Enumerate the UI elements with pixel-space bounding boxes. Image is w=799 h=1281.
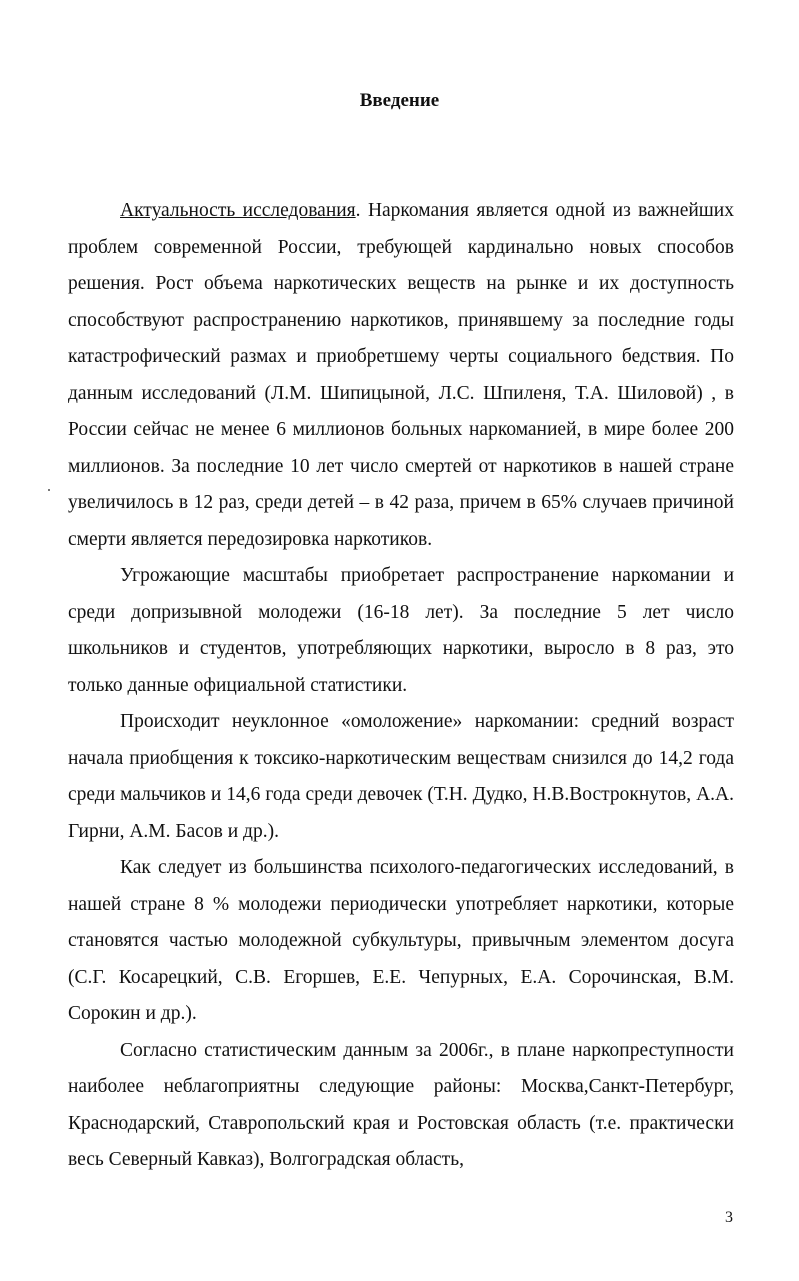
paragraph-youth: Угрожающие масштабы приобретает распространение наркомании и среди допризывной молодежи (16-18 лет). За последние 5 лет число школьников и студентов, употребляющих наркотики, выросло в 8 раз, это только данные официальной статистики.	[68, 565, 734, 696]
paragraph-research: Как следует из большинства психолого-педагогических исследований, в нашей стране 8 % молодежи периодически употребляет наркотики, которые становятся частью молодежной субкультуры, привычным элементом досуга (С.Г. Косарецкий, С.В. Егоршев, Е.Е. Чепурных, Е.А. Сорочинская, В.М. Сорокин и др.).	[68, 857, 734, 1024]
page-title: Введение	[359, 90, 440, 111]
scan-speck	[48, 489, 50, 491]
paragraph-statistics: Согласно статистическим данным за 2006г., в плане наркопреступности наиболее неблагоприятны следующие районы: Москва,Санкт-Петербург, Краснодарский, Ставропольский края и Ростовская область (т.е. практически весь Северный Кавказ), Волгоградская область,	[68, 1039, 734, 1170]
paragraph-text: . Наркомания является одной из важнейших проблем современной России, требующей кардинально новых способов решения. Рост объема наркотических веществ на рынке и их доступность способствуют распространению наркотиков, принявшему за последние годы катастрофический размах и приобретшему черты социального бедствия. По данным исследований (Л.М. Шипицыной, Л.С. Шпиленя, Т.А. Шиловой) , в России сейчас не менее 6 миллионов больных наркоманией, в мире более 200 миллионов. За последние 10 лет число смертей от наркотиков в нашей стране увеличилось в 12 раз, среди детей – в 42 раза, причем в 65% случаев причиной смерти является передозировка наркотиков.	[68, 200, 734, 550]
document-body	[68, 193, 734, 1179]
paragraph-age: Происходит неуклонное «омоложение» наркомании: средний возраст начала приобщения к токсико-наркотическим веществам снизился до 14,2 года среди мальчиков и 14,6 года среди девочек (Т.Н. Дудко, Н.В.Вострокнутов, А.А. Гирни, А.М. Басов и др.).	[68, 711, 734, 842]
paragraph-relevance	[68, 193, 734, 558]
page-number: 3	[725, 1209, 733, 1226]
relevance-heading: Актуальность исследования	[120, 200, 356, 221]
